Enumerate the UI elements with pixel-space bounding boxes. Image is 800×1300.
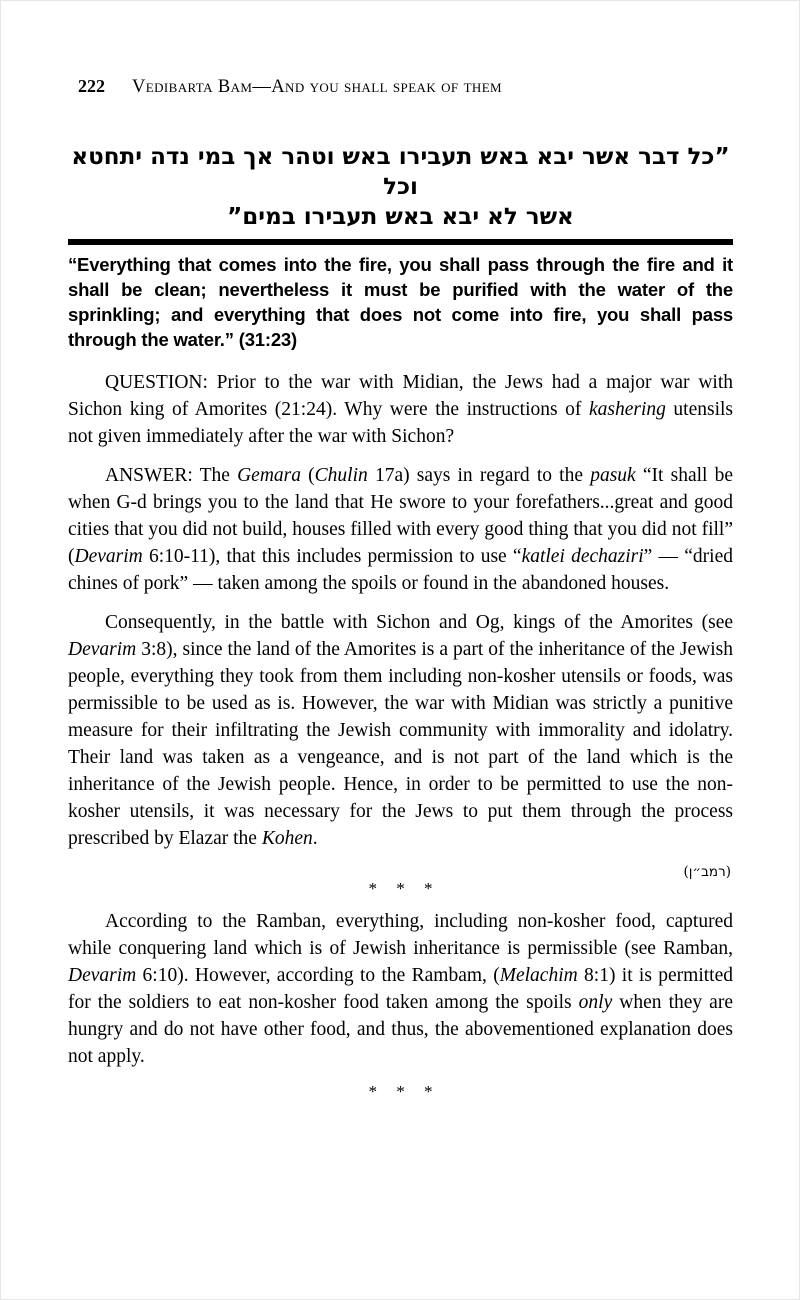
hebrew-verse-line2: אשר לא יבא באש תעבירו במים” bbox=[227, 204, 574, 230]
ramban-rambam-paragraph: According to the Ramban, everything, including non-kosher food, captured while conquering land which is of Jewish inheritance is permissible (see Ramban, Devarim 6:10). However, according to the Rambam, (Melachim 8:1) it is permitted for the soldiers to eat non-kosher food taken among the spoils only when they are hungry and do not have other food, and thus, the abovementioned explanation does not apply. bbox=[68, 911, 733, 1067]
answer-paragraph-1: ANSWER: The Gemara (Chulin 17a) says in regard to the pasuk “It shall be when G-d brings you to the land that He swore to your forefathers...great and good cities that you did not build, houses filled with every good thing that you did not fill” (Devarim 6:10-11), that this includes permission to use “katlei dechaziri” — “dried chines of pork” — taken among the spoils or found in the abandoned houses. bbox=[68, 465, 734, 594]
divider-rule bbox=[68, 239, 733, 245]
page-header bbox=[78, 76, 733, 98]
question-paragraph: QUESTION: Prior to the war with Midian, the Jews had a major war with Sichon king of Amorites (21:24). Why were the instructions of kashering utensils not given immediately after the war with Sichon? bbox=[68, 372, 734, 447]
hebrew-verse-line1: ”כל דבר אשר יבא באש תעבירו באש וטהר אך במי נדה יתחטא וכל bbox=[71, 144, 730, 200]
section-separator-row bbox=[68, 864, 733, 902]
source-citation: (רמב״ן) bbox=[683, 864, 731, 880]
running-title: Vedibarta Bam—And you shall speak of them bbox=[132, 77, 503, 97]
answer-paragraph-2: Consequently, in the battle with Sichon and Og, kings of the Amorites (see Devarim 3:8), since the land of the Amorites is a part of the inheritance of the Jewish people, everything they took from them including non-kosher utensils or foods, was permissible to be used as is. However, the war with Midian was strictly a punitive measure for their infiltrating the Jewish community with immorality and idolatry. Their land was taken as a vengeance, and is not part of the land which is the inheritance of the Jewish people. Hence, in order to be permitted to use the non-kosher utensils, it was necessary for the Jews to put them through the process prescribed by Elazar the Kohen. bbox=[68, 612, 733, 849]
verse-translation: “Everything that comes into the fire, you shall pass through the fire and it shall be clean; nevertheless it must be purified with the water of the sprinkling; and everything that does not come into fire, you shall pass through the water.” (31:23) bbox=[68, 254, 733, 350]
page-number: 222 bbox=[78, 76, 105, 96]
hebrew-verse bbox=[68, 142, 733, 232]
asterisk-separator: * * * bbox=[368, 879, 433, 898]
asterisk-separator-2: * * * bbox=[368, 1082, 433, 1101]
